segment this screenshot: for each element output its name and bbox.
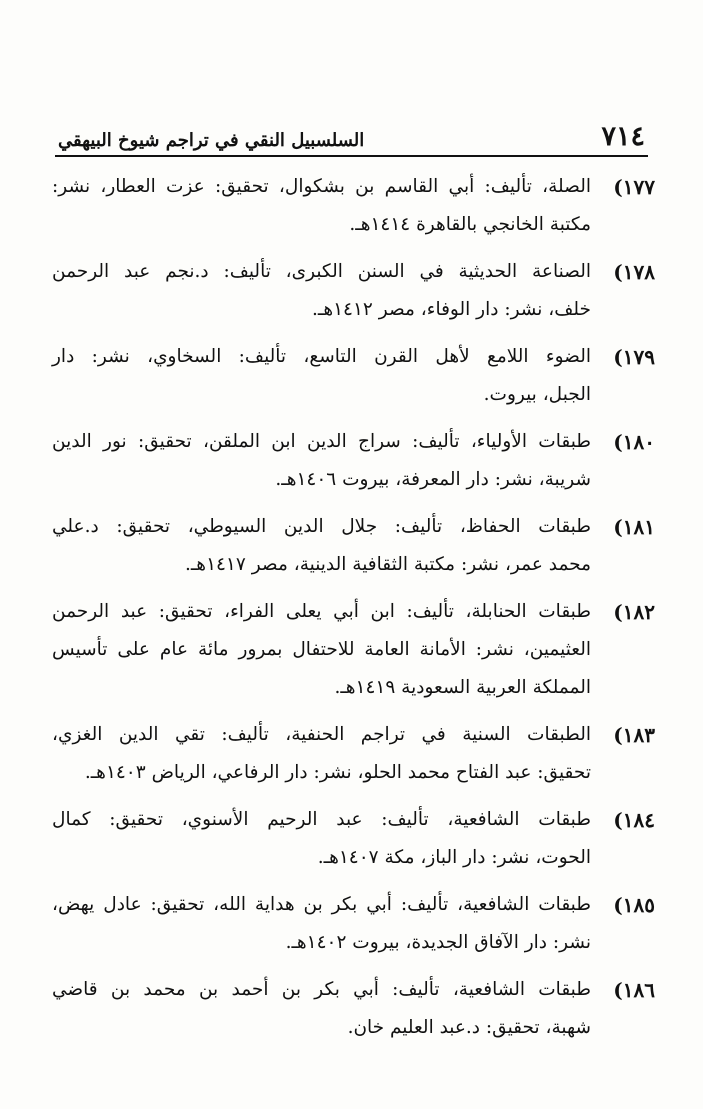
entry-line: مكتبة الخانجي بالقاهرة ١٤١٤هـ. [349,214,591,235]
entry-number: ١٨٣) [613,723,655,747]
entry-text [52,508,591,584]
entry-text [52,971,591,1047]
bibliography-list [52,168,655,1056]
entry-text [52,801,591,877]
entry-number: ١٧٧) [613,175,655,199]
header-rule [55,155,648,157]
entry-line: طبقات الشافعية، تأليف: عبد الرحيم الأسنوي، تحقيق: كمال [52,809,591,830]
entry-number: ١٧٨) [613,260,655,284]
entry-line: الصناعة الحديثية في السنن الكبرى، تأليف: د.نجم عبد الرحمن [52,261,591,282]
entry-number: ١٨٦) [613,978,655,1002]
entry-line: طبقات الشافعية، تأليف: أبي بكر بن أحمد بن محمد بن قاضي [52,979,591,1000]
bibliography-entry [52,593,655,707]
page-number: ٧١٤ [601,121,645,152]
entry-number: ١٨١) [613,515,655,539]
bibliography-entry [52,423,655,499]
entry-line: نشر: دار الآفاق الجديدة، بيروت ١٤٠٢هـ. [285,932,591,953]
entry-number: ١٧٩) [613,345,655,369]
bibliography-entry [52,801,655,877]
entry-line: الضوء اللامع لأهل القرن التاسع، تأليف: السخاوي، نشر: دار [52,346,591,367]
entry-text [52,168,591,244]
page-header [58,112,645,156]
entry-number: ١٨٥) [613,893,655,917]
entry-number: ١٨٢) [613,600,655,624]
entry-number: ١٨٠) [613,430,655,454]
entry-text [52,338,591,414]
entry-number: ١٨٤) [613,808,655,832]
entry-line: العثيمين، نشر: الأمانة العامة للاحتفال بمرور مائة عام على تأسيس [52,639,591,660]
entry-text [52,593,591,707]
entry-text [52,716,591,792]
entry-line: الحوت، نشر: دار الباز، مكة ١٤٠٧هـ. [317,847,591,868]
entry-line: طبقات الحفاظ، تأليف: جلال الدين السيوطي، تحقيق: د.علي [52,516,591,537]
bibliography-entry [52,886,655,962]
entry-line: شريبة، نشر: دار المعرفة، بيروت ١٤٠٦هـ. [275,469,591,490]
entry-line: محمد عمر، نشر: مكتبة الثقافية الدينية، مصر ١٤١٧هـ. [185,554,591,575]
running-title: السلسبيل النقي في تراجم شيوخ البيهقي [58,130,365,151]
entry-line: الصلة، تأليف: أبي القاسم بن بشكوال، تحقيق: عزت العطار، نشر: [52,176,591,197]
entry-text [52,886,591,962]
entry-line: طبقات الحنابلة، تأليف: ابن أبي يعلى الفراء، تحقيق: عبد الرحمن [52,601,591,622]
entry-text [52,423,591,499]
entry-line: تحقيق: عبد الفتاح محمد الحلو، نشر: دار الرفاعي، الرياض ١٤٠٣هـ. [84,762,591,783]
bibliography-entry [52,253,655,329]
entry-text [52,253,591,329]
entry-line: خلف، نشر: دار الوفاء، مصر ١٤١٢هـ. [312,299,591,320]
bibliography-entry [52,971,655,1047]
bibliography-entry [52,716,655,792]
entry-line: طبقات الأولياء، تأليف: سراج الدين ابن الملقن، تحقيق: نور الدين [52,431,591,452]
bibliography-entry [52,508,655,584]
entry-line: الجبل، بيروت. [483,384,591,405]
entry-line: طبقات الشافعية، تأليف: أبي بكر بن هداية الله، تحقيق: عادل يهض، [52,894,591,915]
entry-line: المملكة العربية السعودية ١٤١٩هـ. [334,677,591,698]
entry-line: الطبقات السنية في تراجم الحنفية، تأليف: تقي الدين الغزي، [52,724,591,745]
bibliography-entry [52,168,655,244]
bibliography-entry [52,338,655,414]
entry-line: شهبة، تحقيق: د.عبد العليم خان. [347,1017,591,1038]
